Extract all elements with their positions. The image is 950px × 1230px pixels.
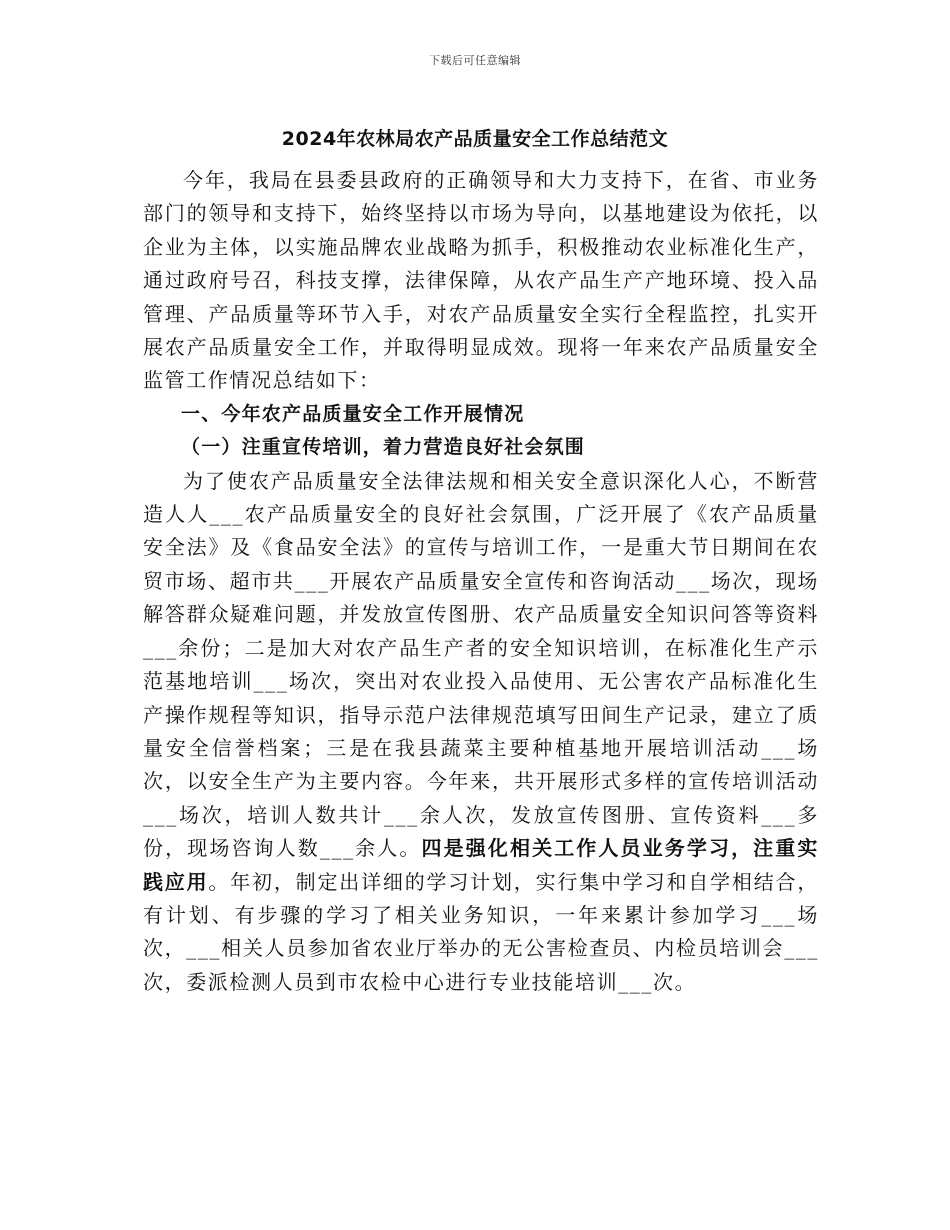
- body-paragraph: [143, 465, 819, 1000]
- paragraph-text-continued: 。年初，制定出详细的学习计划，实行集中学习和自学相结合，有计划、有步骤的学习了相关业务知识，一年来累计参加学习___场次，___相关人员参加省农业厅举办的无公害检查员、内检员培训会___次，委派检测人员到市农检中心进行专业技能培训___次。: [143, 869, 819, 994]
- intro-paragraph: 今年，我局在县委县政府的正确领导和大力支持下，在省、市业务部门的领导和支持下，始终坚持以市场为导向，以基地建设为依托，以企业为主体，以实施品牌农业战略为抓手，积极推动农业标准化生产，通过政府号召，科技支撑，法律保障，从农产品生产产地环境、投入品管理、产品质量等环节入手，对农产品质量安全实行全程监控，扎实开展农产品质量安全工作，并取得明显成效。现将一年来农产品质量安全监管工作情况总结如下：: [143, 168, 819, 393]
- subsection-heading: （一）注重宣传培训，着力营造良好社会氛围: [181, 436, 586, 459]
- section-heading: 一、今年农产品质量安全工作开展情况: [181, 402, 525, 425]
- paragraph-text: 为了使农产品质量安全法律法规和相关安全意识深化人心，不断营造人人___农产品质量安全的良好社会氛围，广泛开展了《农产品质量安全法》及《食品安全法》的宣传与培训工作，一是重大节日期间在农贸市场、超市共___开展农产品质量安全宣传和咨询活动___场次，现场解答群众疑难问题，并发放宣传图册、农产品质量安全知识问答等资料___余份；二是加大对农产品生产者的安全知识培训，在标准化生产示范基地培训___场次，突出对农业投入品使用、无公害农产品标准化生产操作规程等知识，指导示范户法律规范填写田间生产记录，建立了质量安全信誉档案；三是在我县蔬菜主要种植基地开展培训活动___场次，以安全生产为主要内容。今年来，共开展形式多样的宣传培训活动___场次，培训人数共计___余人次，发放宣传图册、宣传资料___多份，现场咨询人数___余人。: [143, 468, 819, 861]
- document-title: 2024年农林局农产品质量安全工作总结范文: [281, 128, 669, 150]
- header-note: 下载后可任意编辑: [429, 54, 521, 67]
- paragraph-bold-phrase: 四是强化相关工作人员业务学习，注重实践应用: [143, 836, 819, 894]
- document-body: [143, 164, 819, 999]
